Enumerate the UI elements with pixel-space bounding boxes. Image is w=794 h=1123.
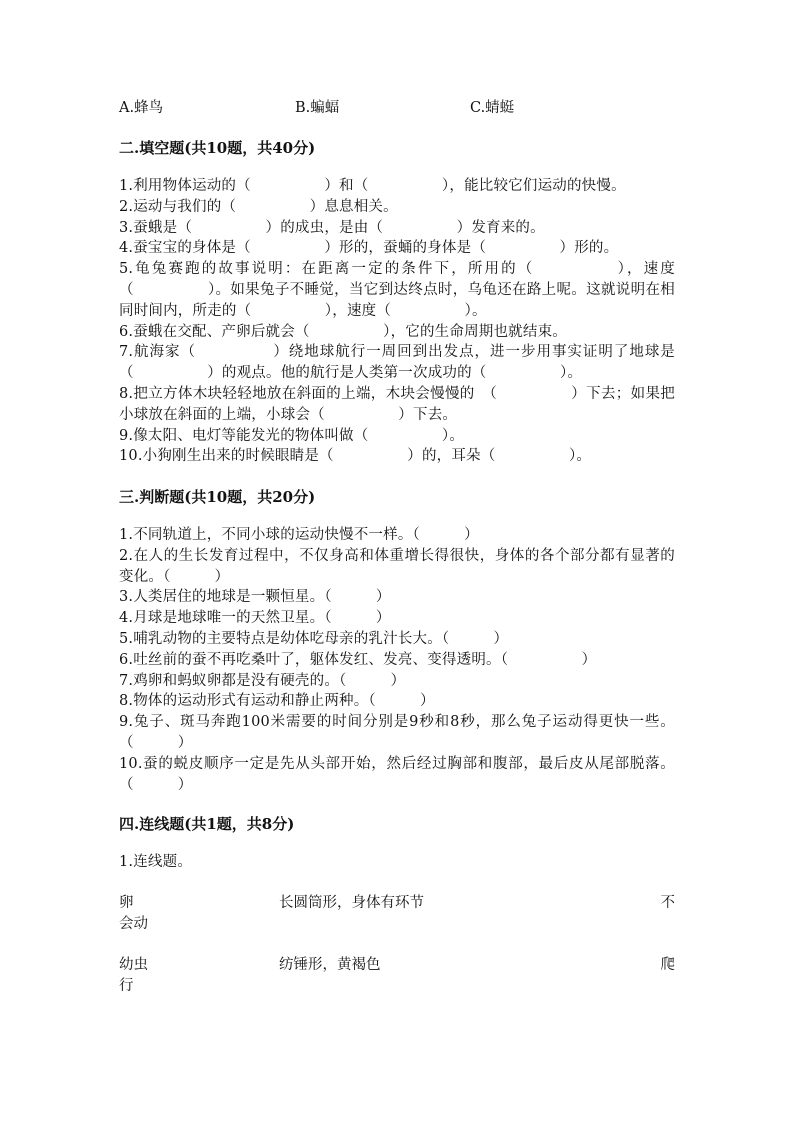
choice-b: B.蝙蝠 — [295, 100, 340, 116]
matching-question: 1.连线题。 — [119, 854, 193, 870]
matching-behavior-part1: 不 — [660, 895, 675, 911]
matching-stage: 幼虫 — [119, 957, 148, 973]
section-matching-title: 四.连线题(共1题，共8分) — [119, 815, 295, 833]
fill-blank-question: 1.利用物体运动的（ ）和（ ），能比较它们运动的快慢。 — [119, 178, 626, 194]
fill-blank-question: 6.蚕蛾在交配、产卵后就会（ ），它的生命周期也就结束。 — [119, 323, 567, 340]
choice-c: C.蜻蜓 — [470, 100, 515, 116]
judgement-question: 10.蚕的蜕皮顺序一定是先从头部开始，然后经过胸部和腹部，最后皮从尾部脱落。（ ） — [119, 755, 675, 793]
matching-row — [119, 893, 675, 935]
matching-shape: 长圆筒形，身体有环节 — [279, 895, 424, 911]
judgement-question: 8.物体的运动形式有运动和静止两种。（ ） — [119, 693, 435, 710]
matching-shape: 纺锤形，黄褐色 — [279, 957, 381, 973]
judgement-question: 3.人类居住的地球是一颗恒星。（ ） — [119, 589, 391, 606]
fill-blank-question-list — [119, 176, 675, 467]
matching-section — [119, 852, 675, 1017]
judgement-question: 7.鸡卵和蚂蚁卵都是没有硬壳的。（ ） — [119, 672, 406, 689]
matching-stage: 卵 — [119, 895, 134, 911]
section-judgement-title: 三.判断题(共10题，共20分) — [119, 488, 316, 506]
judgement-question: 2.在人的生长发育过程中，不仅身高和体重增长得很快，身体的各个部分都有显著的变化。（ ） — [119, 547, 675, 585]
matching-behavior-part1: 爬 — [660, 957, 675, 973]
matching-row — [119, 955, 675, 997]
judgement-question: 1.不同轨道上，不同小球的运动快慢不一样。（ ） — [119, 527, 479, 543]
fill-blank-question: 5.龟兔赛跑的故事说明：在距离一定的条件下，所用的（ ），速度（ ）。如果兔子不睡觉，当它到达终点时，乌龟还在路上呢。这就说明在相同时间内，所走的（ ），速度（ ）。 — [119, 261, 675, 319]
section-fill-blank-title: 二.填空题(共10题，共40分) — [119, 139, 316, 157]
choice-a: A.蜂鸟 — [119, 100, 164, 116]
judgement-question-list — [119, 525, 675, 795]
judgement-question: 5.哺乳动物的主要特点是幼体吃母亲的乳汁长大。（ ） — [119, 630, 509, 647]
judgement-question: 9.兔子、斑马奔跑100米需要的时间分别是9秒和8秒，那么兔子运动得更快一些。（ ） — [119, 714, 675, 751]
fill-blank-question: 4.蚕宝宝的身体是（ ）形的，蚕蛹的身体是（ ）形的。 — [119, 240, 619, 257]
choice-row — [119, 96, 675, 118]
fill-blank-question: 3.蚕蛾是（ ）的成虫，是由（ ）发育来的。 — [119, 219, 545, 236]
fill-blank-question: 10.小狗刚生出来的时候眼睛是（ ）的，耳朵（ ）。 — [119, 448, 592, 465]
judgement-question: 4.月球是地球唯一的天然卫星。（ ） — [119, 610, 391, 627]
fill-blank-question: 8.把立方体木块轻轻地放在斜面的上端，木块会慢慢的 （ ）下去；如果把小球放在斜面的上端，小球会（ ）下去。 — [119, 385, 675, 423]
fill-blank-question: 9.像太阳、电灯等能发光的物体叫做（ ）。 — [119, 427, 465, 444]
matching-behavior-part2: 行 — [119, 978, 134, 994]
fill-blank-question: 7.航海家（ ）绕地球航行一周回到出发点，进一步用事实证明了地球是（ ）的观点。他的航行是人类第一次成功的（ ）。 — [119, 344, 675, 382]
judgement-question: 6.吐丝前的蚕不再吃桑叶了，躯体发红、发亮、变得透明。（ ） — [119, 651, 597, 668]
matching-behavior-part2: 会动 — [119, 916, 148, 932]
fill-blank-question: 2.运动与我们的（ ）息息相关。 — [119, 198, 398, 215]
